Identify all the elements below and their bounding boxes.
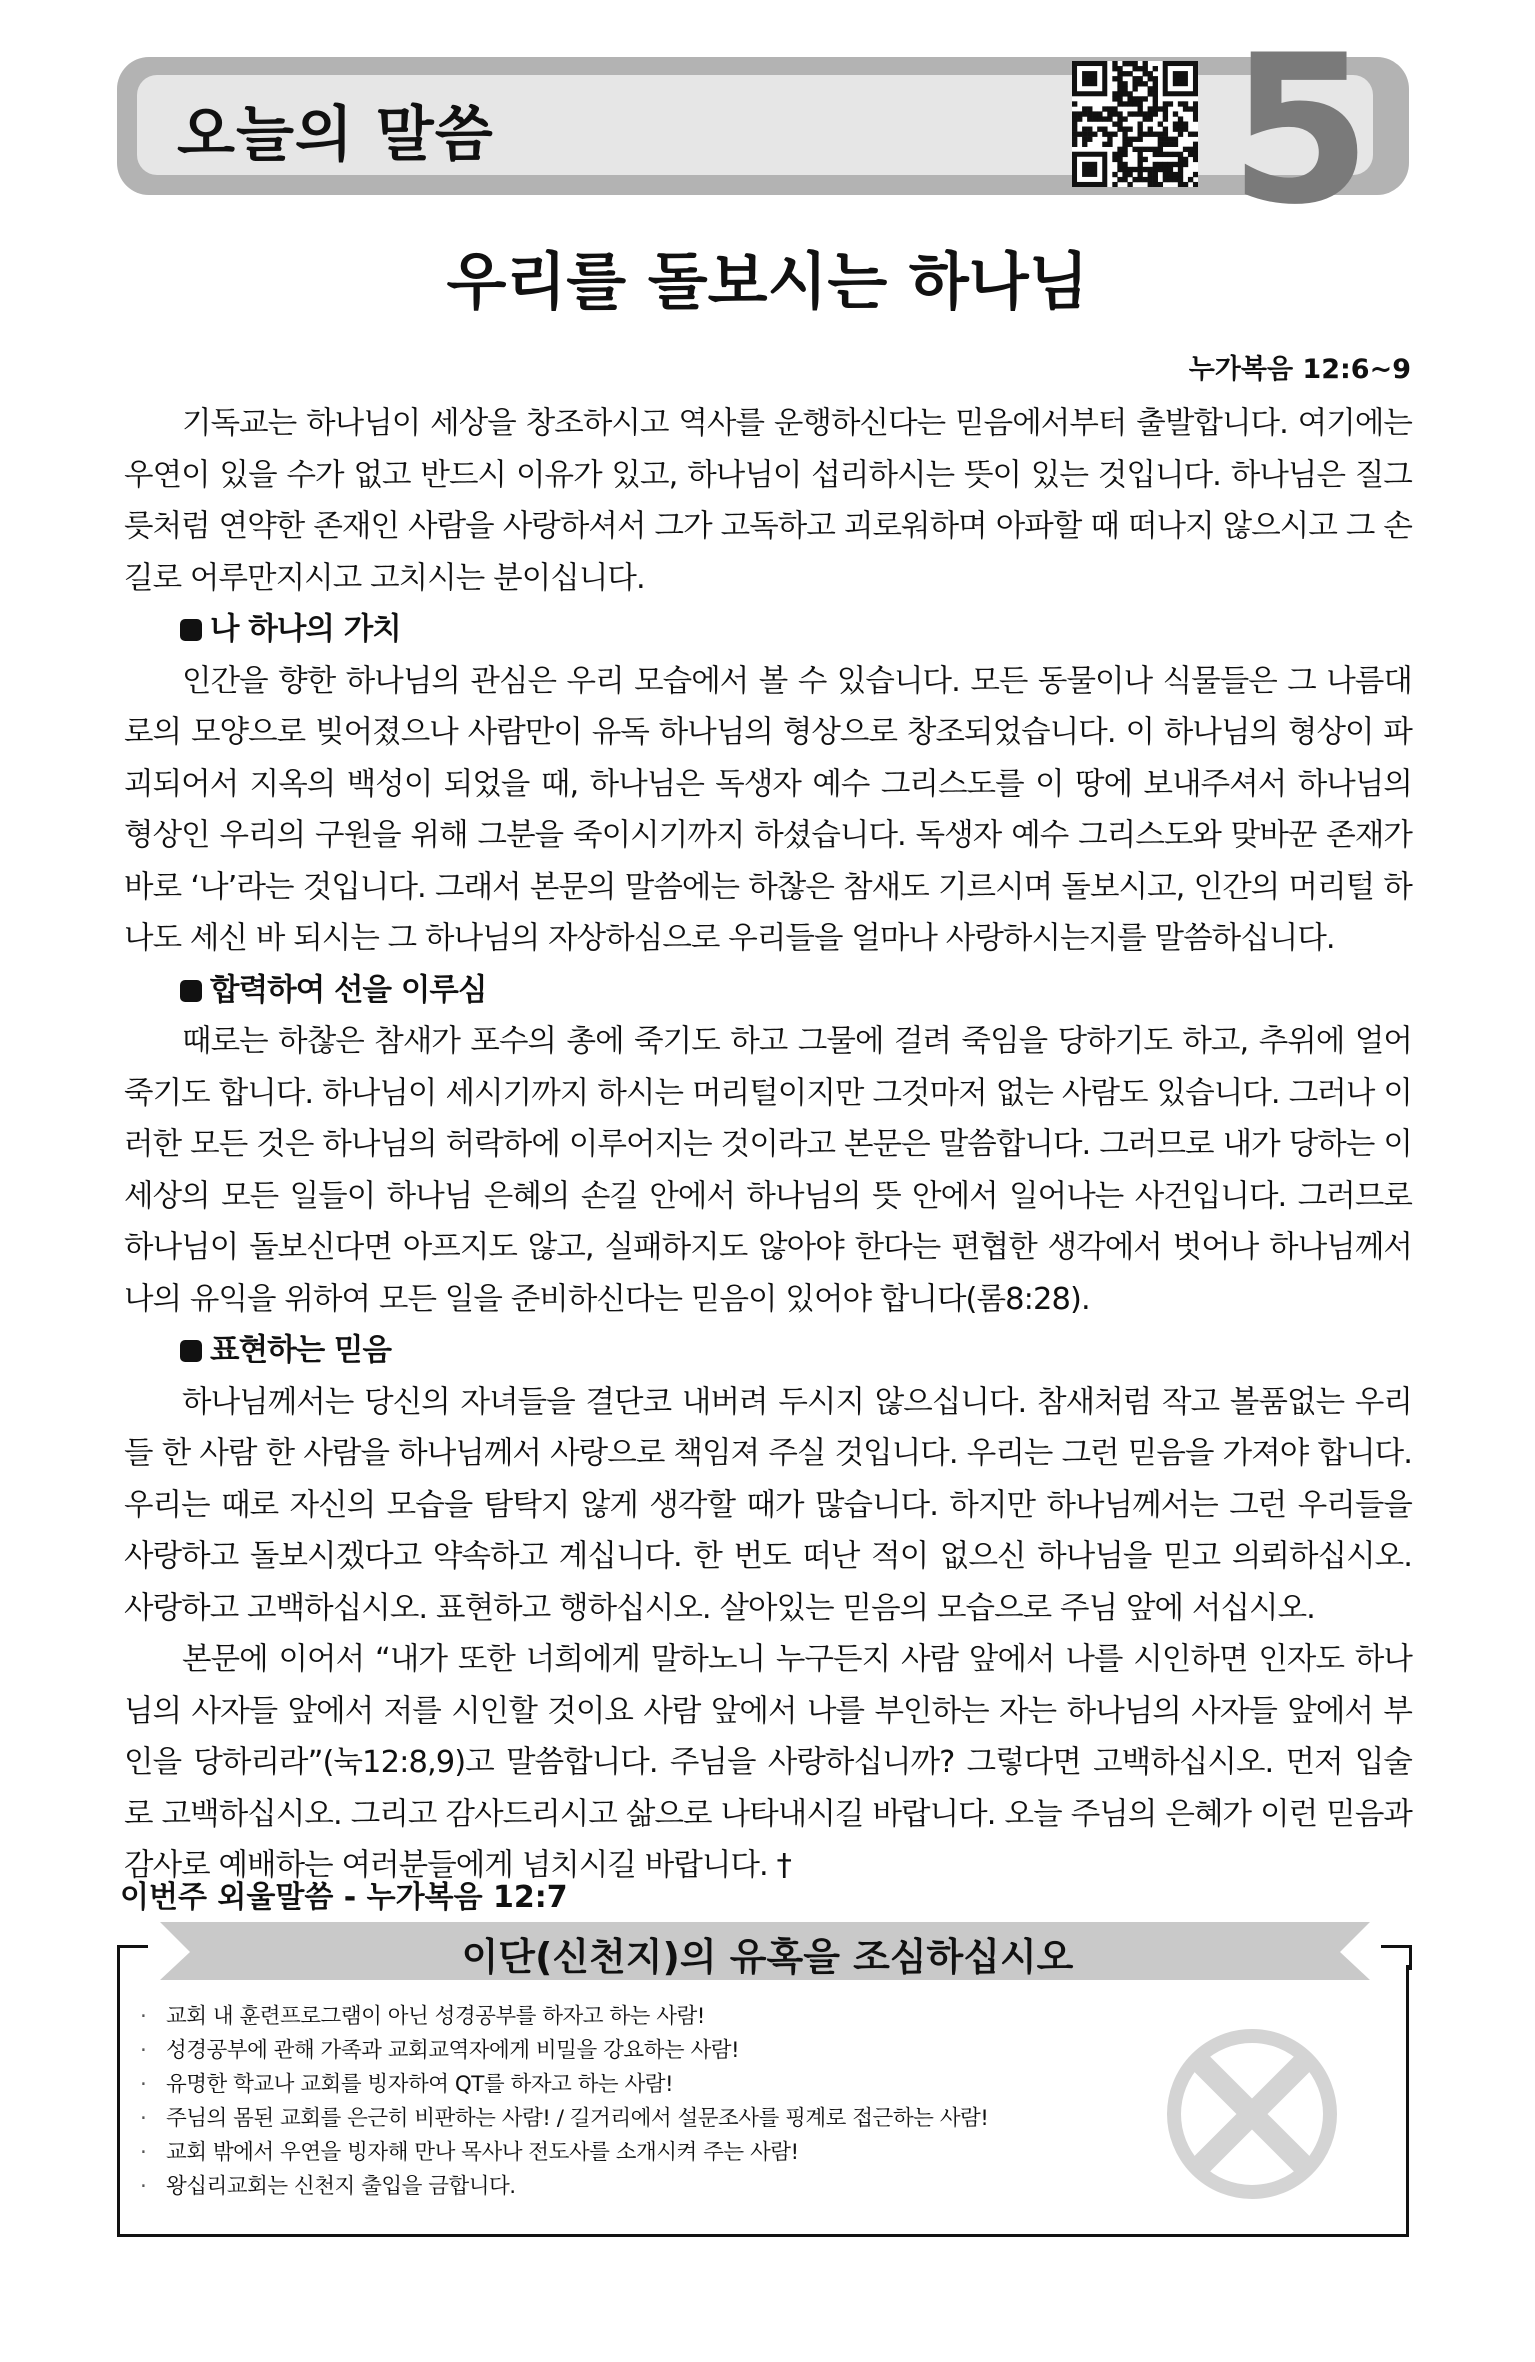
paragraph: 인간을 향한 하나님의 관심은 우리 모습에서 볼 수 있습니다. 모든 동물이나 식물들은 그 나름대로의 모양으로 빚어졌으나 사람만이 유독 하나님의 형상으로 창조되었습니다. 이 하나님의 형상이 파괴되어서 지옥의 백성이 되었을 때, 하나님은 독생자 예수 그리스도를 이 땅에 보내주셔서 하나님의 형상인 우리의 구원을 위해 그분을 죽이시기까지 하셨습니다. 독생자 예수 그리스도와 맞바꾼 존재가 바로 ‘나’라는 것입니다. 그래서 본문의 말씀에는 하찮은 참새도 기르시며 돌보시고, 인간의 머리털 하나도 세신 바 되시는 그 하나님의 자상하심으로 우리들을 얼마나 사랑하시는지를 말씀하십니다.	[124, 663, 1412, 956]
paragraph: 본문에 이어서 “내가 또한 너희에게 말하노니 누구든지 사람 앞에서 나를 시인하면 인자도 하나님의 사자들 앞에서 저를 시인할 것이요 사람 앞에서 나를 부인하는 자는 하나님의 사자들 앞에서 부인을 당하리라”(눅12:8,9)고 말씀합니다. 주님을 사랑하십니까? 그렇다면 고백하십시오. 먼저 입술로 고백하십시오. 그리고 감사드리시고 삶으로 나타내시길 바랍니다. 오늘 주님의 은혜가 이런 믿음과 감사로 예배하는 여러분들에게 넘치시길 바랍니다. †	[124, 1642, 1412, 1883]
section-heading-text: 표현하는 믿음	[210, 1333, 392, 1368]
paragraph: 기독교는 하나님이 세상을 창조하시고 역사를 운행하신다는 믿음에서부터 출발합니다. 여기에는 우연이 있을 수가 없고 반드시 이유가 있고, 하나님이 섭리하시는 뜻이 있는 것입니다. 하나님은 질그릇처럼 연약한 존재인 사람을 사랑하셔서 그가 고독하고 괴로워하며 아파할 때 떠나지 않으시고 그 손길로 어루만지시고 고치시는 분이십니다.	[124, 406, 1412, 596]
list-item: · 유명한 학교나 교회를 빙자하여 QT를 하자고 하는 사람!	[140, 2068, 988, 2102]
section-heading	[124, 604, 1412, 656]
scripture-reference: 누가복음 12:6~9	[1188, 354, 1411, 385]
square-bullet-icon	[180, 980, 202, 1002]
section-heading	[124, 965, 1412, 1017]
issue-number: 5	[1229, 12, 1372, 250]
sermon-body	[124, 398, 1412, 1892]
warning-title: 이단(신천지)의 유혹을 조심하십시오	[461, 1935, 1074, 1979]
paragraph: 하나님께서는 당신의 자녀들을 결단코 내버려 두시지 않으십니다. 참새처럼 작고 볼품없는 우리들 한 사람 한 사람을 하나님께서 사랑으로 책임져 주실 것입니다. 우리는 그런 믿음을 가져야 합니다. 우리는 때로 자신의 모습을 탐탁지 않게 생각할 때가 많습니다. 하지만 하나님께서는 그런 우리들을 사랑하고 돌보시겠다고 약속하고 계십니다. 한 번도 떠난 적이 없으신 하나님을 믿고 의뢰하십시오. 사랑하고 고백하십시오. 표현하고 행하십시오. 살아있는 믿음의 모습으로 주님 앞에 서십시오.	[124, 1384, 1412, 1626]
sermon-title: 우리를 돌보시는 하나님	[446, 245, 1089, 318]
list-item: · 교회 내 훈련프로그램이 아닌 성경공부를 하자고 하는 사람!	[140, 2000, 988, 2034]
list-item: · 왕십리교회는 신천지 출입을 금합니다.	[140, 2170, 988, 2204]
qr-code-icon	[1072, 61, 1198, 187]
header-banner	[117, 12, 1409, 250]
memory-verse: 이번주 외울말씀 - 누가복음 12:7	[120, 1880, 568, 1915]
section-title: 오늘의 말씀	[177, 100, 494, 170]
section-heading-text: 합력하여 선을 이루심	[210, 972, 487, 1008]
square-bullet-icon	[180, 1340, 202, 1362]
section-heading	[124, 1325, 1412, 1377]
warning-list	[140, 2000, 988, 2204]
list-item: · 성경공부에 관해 가족과 교회교역자에게 비밀을 강요하는 사람!	[140, 2034, 988, 2068]
x-mark-icon	[1163, 2025, 1341, 2203]
square-bullet-icon	[180, 619, 202, 641]
paragraph: 때로는 하찮은 참새가 포수의 총에 죽기도 하고 그물에 걸려 죽임을 당하기도 하고, 추위에 얼어 죽기도 합니다. 하나님이 세시기까지 하시는 머리털이지만 그것마저 없는 사람도 있습니다. 그러나 이러한 모든 것은 하나님의 허락하에 이루어지는 것이라고 본문은 말씀합니다. 그러므로 내가 당하는 이 세상의 모든 일들이 하나님 은혜의 손길 안에서 하나님의 뜻 안에서 일어나는 사건입니다. 그러므로 하나님이 돌보신다면 아프지도 않고, 실패하지도 않아야 한다는 편협한 생각에서 벗어나 하나님께서 나의 유익을 위하여 모든 일을 준비하신다는 믿음이 있어야 합니다(롬8:28).	[124, 1024, 1412, 1317]
section-heading-text: 나 하나의 가치	[210, 612, 401, 647]
list-item: · 주님의 몸된 교회를 은근히 비판하는 사람! / 길거리에서 설문조사를 핑계로 접근하는 사람!	[140, 2102, 988, 2136]
list-item: · 교회 밖에서 우연을 빙자해 만나 목사나 전도사를 소개시켜 주는 사람!	[140, 2136, 988, 2170]
